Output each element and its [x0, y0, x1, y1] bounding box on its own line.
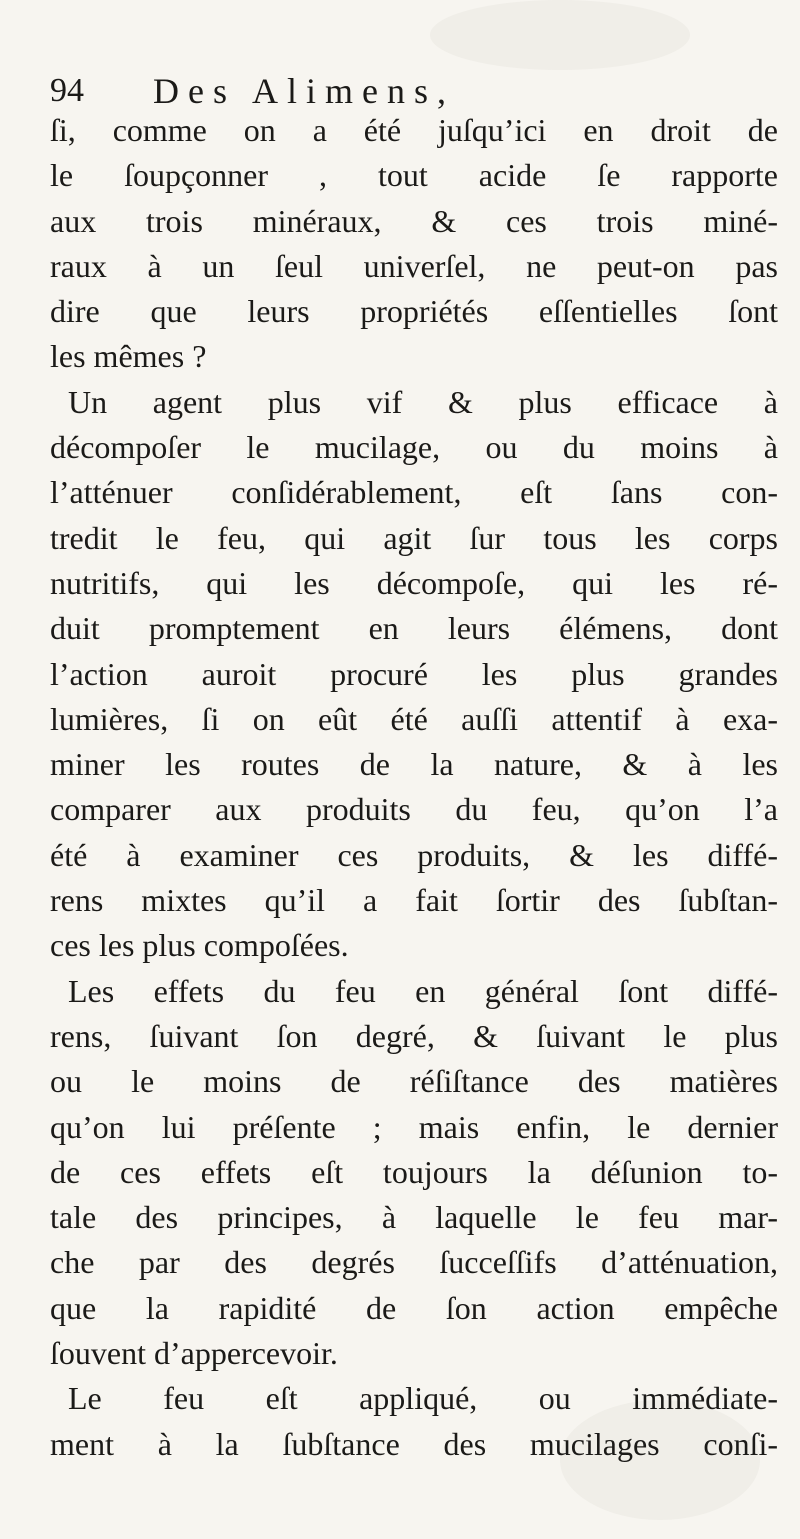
- text-line: duit promptement en leurs élémens, dont: [50, 610, 778, 647]
- text-line: ment à la ſubſtance des mucilages conſi-: [50, 1425, 778, 1462]
- text-line: l’atténuer conſidérablement, eſt ſans con-: [50, 474, 778, 511]
- text-line: lumières, ſi on eût été auſſi attentif à exa-: [50, 700, 778, 737]
- text-line: tredit le feu, qui agit ſur tous les corps: [50, 519, 778, 556]
- text-line: ces les plus compoſées.: [50, 927, 349, 964]
- text-line: Les effets du feu en général ſont diffé-: [68, 972, 778, 1009]
- text-line: Un agent plus vif & plus efficace à: [68, 383, 778, 420]
- text-line: Le feu eſt appliqué, ou immédiate-: [68, 1380, 778, 1417]
- running-title: Des Alimens,: [153, 71, 455, 111]
- text-line: les mêmes ?: [50, 338, 207, 375]
- text-line: ſouvent d’appercevoir.: [50, 1335, 338, 1372]
- text-line: rens mixtes qu’il a fait ſortir des ſubſtan-: [50, 882, 778, 919]
- text-line: raux à un ſeul univerſel, ne peut-on pas: [50, 247, 778, 284]
- text-line: aux trois minéraux, & ces trois miné-: [50, 202, 778, 239]
- text-line: comparer aux produits du feu, qu’on l’a: [50, 791, 778, 828]
- text-line: rens, ſuivant ſon degré, & ſuivant le plus: [50, 1017, 778, 1054]
- text-line: miner les routes de la nature, & à les: [50, 746, 778, 783]
- text-line: ſi, comme on a été juſqu’ici en droit de: [50, 112, 778, 148]
- paper-stain: [430, 0, 690, 70]
- page-number: 94: [50, 72, 84, 109]
- text-line: été à examiner ces produits, & les diffé-: [50, 836, 778, 873]
- text-line: que la rapidité de ſon action empêche: [50, 1289, 778, 1326]
- text-line: che par des degrés ſucceſſifs d’atténuation,: [50, 1244, 778, 1281]
- text-line: qu’on lui préſente ; mais enfin, le dernier: [50, 1108, 778, 1145]
- text-line: ou le moins de réſiſtance des matières: [50, 1063, 778, 1100]
- text-line: de ces effets eſt toujours la déſunion to-: [50, 1153, 778, 1190]
- body-text: [50, 108, 778, 1467]
- text-line: dire que leurs propriétés eſſentielles ſont: [50, 293, 778, 330]
- text-line: l’action auroit procuré les plus grandes: [50, 655, 778, 692]
- text-line: tale des principes, à laquelle le feu mar-: [50, 1199, 778, 1236]
- text-line: le ſoupçonner , tout acide ſe rapporte: [50, 157, 778, 194]
- text-line: décompoſer le mucilage, ou du moins à: [50, 429, 778, 466]
- text-line: nutritifs, qui les décompoſe, qui les ré-: [50, 564, 778, 601]
